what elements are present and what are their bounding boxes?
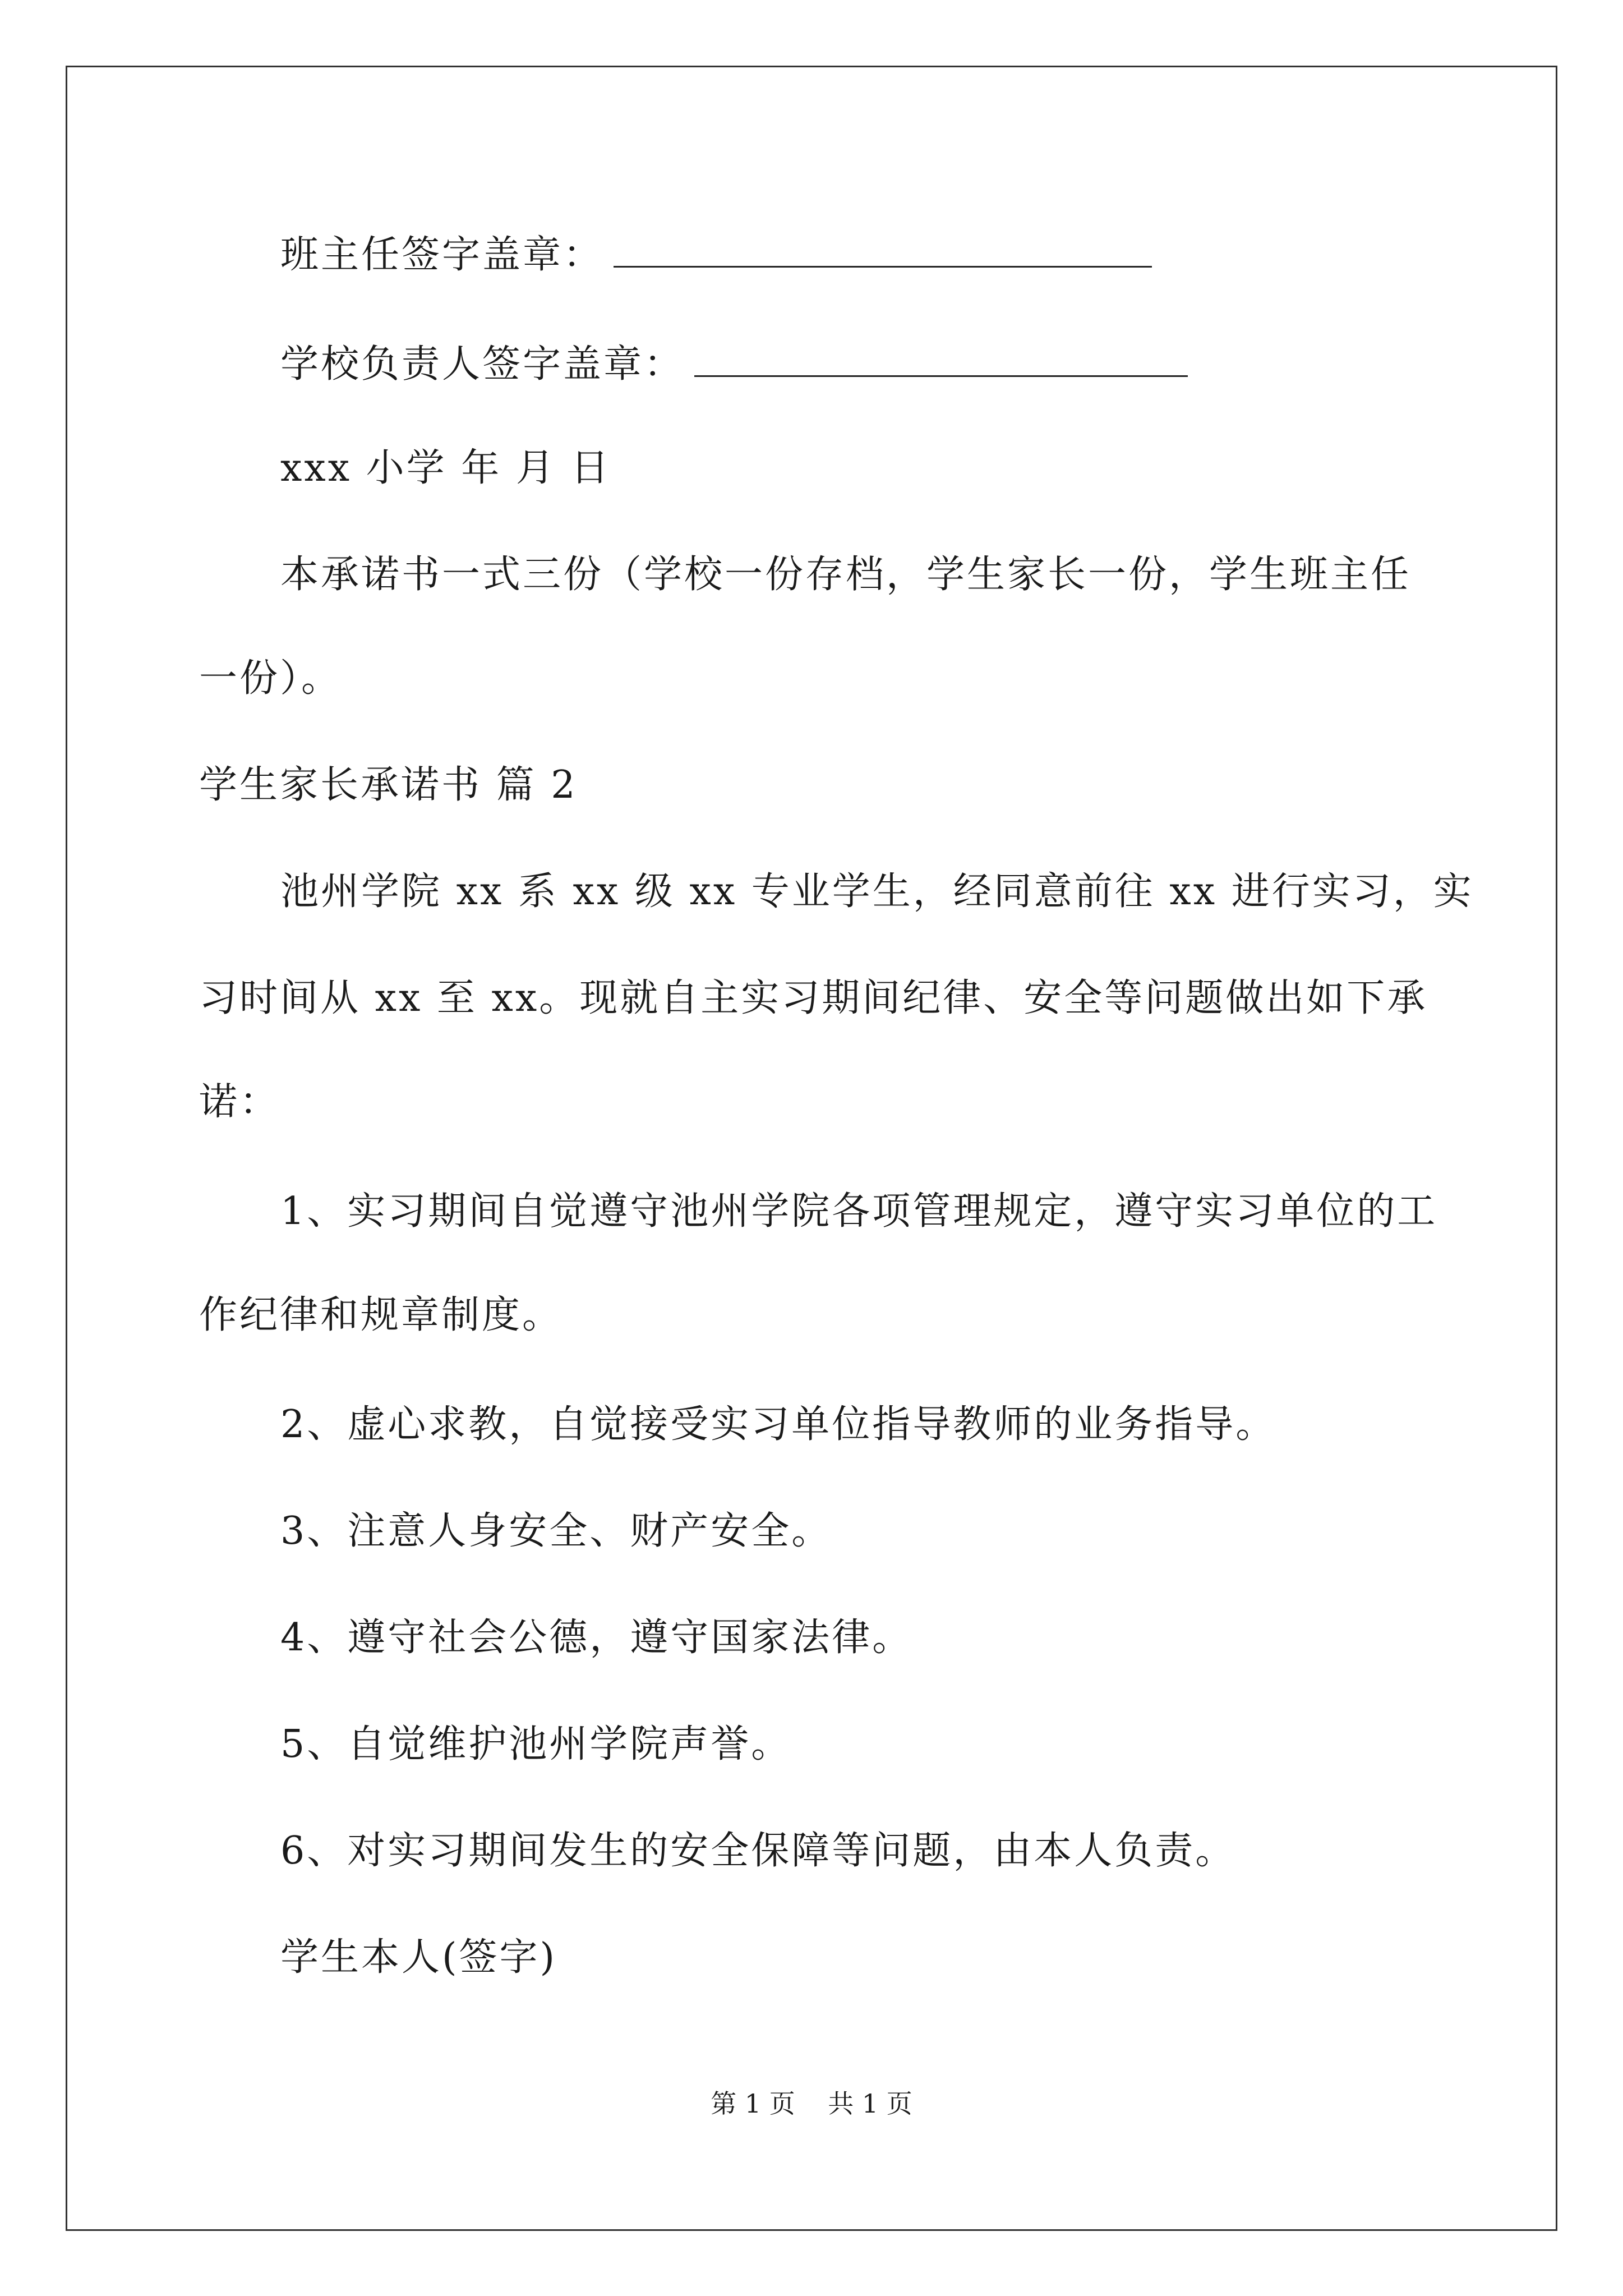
item-3: 3、注意人身安全、财产安全。 [280,1509,832,1553]
intro-paragraph-line-3: 诺： [199,1080,280,1124]
item-6: 6、对实习期间发生的安全保障等问题，由本人负责。 [280,1829,1236,1873]
item-1-line-1: 1、实习期间自觉遵守池州学院各项管理规定，遵守实习单位的工 [280,1189,1438,1234]
page-border [66,66,1557,2231]
page-footer: 第 1 页 共 1 页 [711,2088,912,2119]
section-heading: 学生家长承诺书 篇 2 [199,763,578,807]
school-head-signature-blank [694,372,1188,377]
intro-paragraph-line-1: 池州学院 xx 系 xx 级 xx 专业学生，经同意前往 xx 进行实习，实 [280,869,1474,914]
item-4: 4、遵守社会公德，遵守国家法律。 [280,1616,913,1660]
class-teacher-signature-label: 班主任签字盖章： [280,233,604,277]
school-date-line: xxx 小学 年 月 日 [280,446,611,490]
copies-note-line-1: 本承诺书一式三份（学校一份存档，学生家长一份，学生班主任 [280,553,1412,597]
copies-note-line-2: 一份）。 [199,656,342,701]
item-1-line-2: 作纪律和规章制度。 [199,1293,563,1337]
school-head-signature-label: 学校负责人签字盖章： [280,342,685,386]
item-2: 2、虚心求教，自觉接受实习单位指导教师的业务指导。 [280,1402,1276,1447]
item-5: 5、自觉维护池州学院声誉。 [280,1722,792,1766]
class-teacher-signature-blank [614,263,1152,268]
school-head-signature-line [280,339,1188,390]
student-signature-label: 学生本人(签字) [280,1935,557,1980]
intro-paragraph-line-2: 习时间从 xx 至 xx。现就自主实习期间纪律、安全等问题做出如下承 [199,976,1428,1020]
class-teacher-signature-line [280,230,1152,280]
